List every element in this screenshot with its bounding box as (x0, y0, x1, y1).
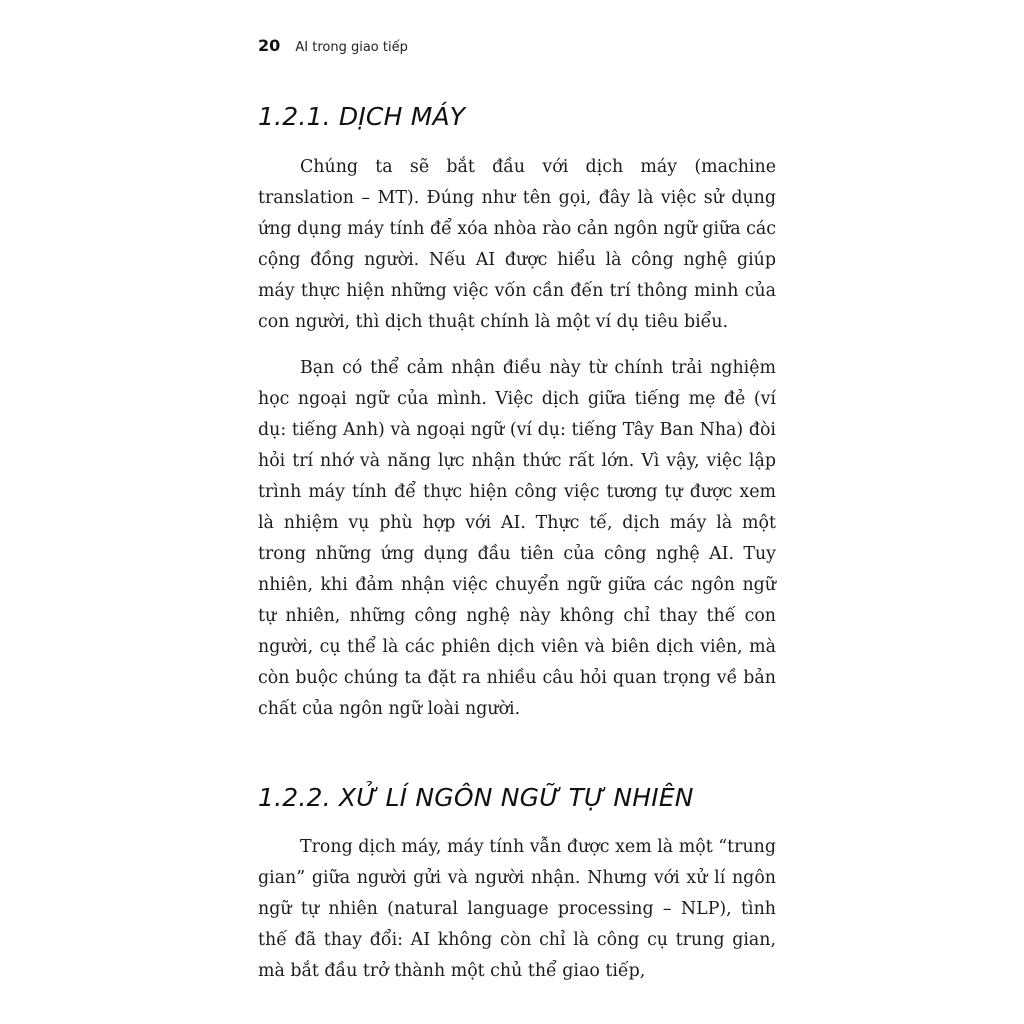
running-title: AI trong giao tiếp (295, 40, 408, 55)
paragraph-machine-translation-experience: Bạn có thể cảm nhận điều này từ chính trải nghiệm học ngoại ngữ của mình. Việc dịch giữa tiếng mẹ đẻ (ví dụ: tiếng Anh) và ngoại ngữ (ví dụ: tiếng Tây Ban Nha) đòi hỏi trí nhớ và năng lực nhận thức rất lớn. Vì vậy, việc lập trình máy tính để thực hiện công việc tương tự được xem là nhiệm vụ phù hợp với AI. Thực tế, dịch máy là một trong những ứng dụng đầu tiên của công nghệ AI. Tuy nhiên, khi đảm nhận việc chuyển ngữ giữa các ngôn ngữ tự nhiên, những công nghệ này không chỉ thay thế con người, cụ thể là các phiên dịch viên và biên dịch viên, mà còn buộc chúng ta đặt ra nhiều câu hỏi quan trọng về bản chất của ngôn ngữ loài người. (258, 358, 776, 719)
section-heading-machine-translation: 1.2.1. DỊCH MÁY (258, 102, 466, 131)
page-number: 20 (258, 36, 281, 55)
section-heading-nlp: 1.2.2. XỬ LÍ NGÔN NGỮ TỰ NHIÊN (258, 783, 694, 812)
paragraph-nlp-intro: Trong dịch máy, máy tính vẫn được xem là một “trung gian” giữa người gửi và người nhận. Nhưng với xử lí ngôn ngữ tự nhiên (natural language processing – NLP), tình thế đã thay đổi: AI không còn chỉ là công cụ trung gian, mà bắt đầu trở thành một chủ thể giao tiếp, (258, 837, 776, 981)
page-header (258, 36, 408, 55)
paragraph-machine-translation-intro: Chúng ta sẽ bắt đầu với dịch máy (machine translation – MT). Đúng như tên gọi, đây là việc sử dụng ứng dụng máy tính để xóa nhòa rào cản ngôn ngữ giữa các cộng đồng người. Nếu AI được hiểu là công nghệ giúp máy thực hiện những việc vốn cần đến trí thông minh của con người, thì dịch thuật chính là một ví dụ tiêu biểu. (258, 157, 776, 332)
